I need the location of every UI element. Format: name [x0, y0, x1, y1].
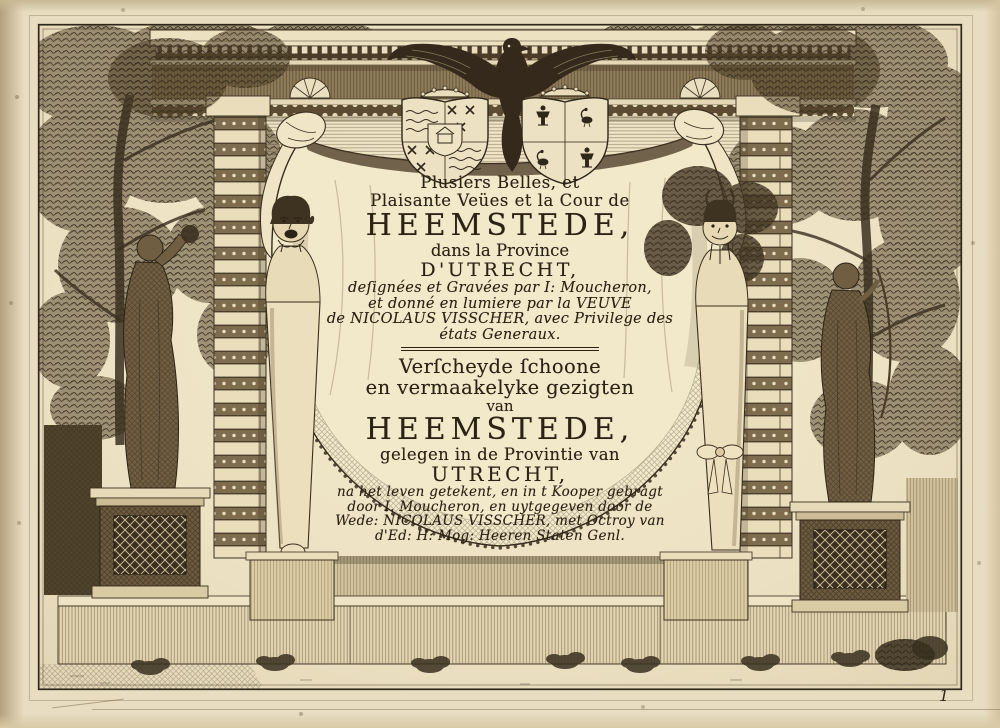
- title-french-credit-4: états Generaux.: [439, 326, 561, 343]
- title-dutch-heemstede: HEEMSTEDE,: [365, 412, 635, 447]
- title-french-line-1: Plusiers Belles, et: [420, 173, 580, 192]
- title-dutch-credit-3: Wede: NICOLAUS VISSCHER, met Octroy van: [335, 513, 665, 529]
- title-french-heemstede: HEEMSTEDE,: [365, 208, 635, 243]
- title-french-utrecht: D'UTRECHT,: [420, 259, 580, 281]
- title-dutch-utrecht: UTRECHT,: [431, 462, 569, 486]
- section-divider: [401, 347, 599, 351]
- banner-text: [280, 174, 720, 543]
- title-dutch-credit-1: na het leven getekent, en in t Kooper gebragt: [337, 484, 663, 500]
- title-dutch-credit-4: d'Ed: H: Mog: Heeren Staten Genl.: [374, 527, 625, 544]
- title-dutch-line-2: en vermaakelyke gezigten: [365, 376, 635, 399]
- title-french-credit-2: et donné en lumiere par la VEUVE: [368, 295, 632, 312]
- title-french-credit-3: de NICOLAUS VISSCHER, avec Privilege des: [326, 311, 674, 327]
- title-french-line-2: Plaisante Veües et la Cour de: [370, 191, 630, 210]
- lattice-panel-right: [814, 530, 886, 588]
- title-french-credit-1: deſignées et Gravées par I: Moucheron,: [348, 280, 652, 296]
- inescutcheon: [428, 124, 462, 156]
- title-dutch-line-5: gelegen in de Provintie van: [380, 445, 620, 464]
- lattice-panel-left: [114, 516, 186, 574]
- plate-number: 1: [939, 686, 950, 705]
- title-dutch-credit-2: door I. Moucheron, en uytgegeven door de: [347, 498, 653, 515]
- title-dutch-line-1: Verſcheyde ſchoone: [398, 355, 602, 378]
- title-french-line-4: dans la Province: [430, 241, 570, 260]
- title-dutch-van: van: [486, 397, 514, 415]
